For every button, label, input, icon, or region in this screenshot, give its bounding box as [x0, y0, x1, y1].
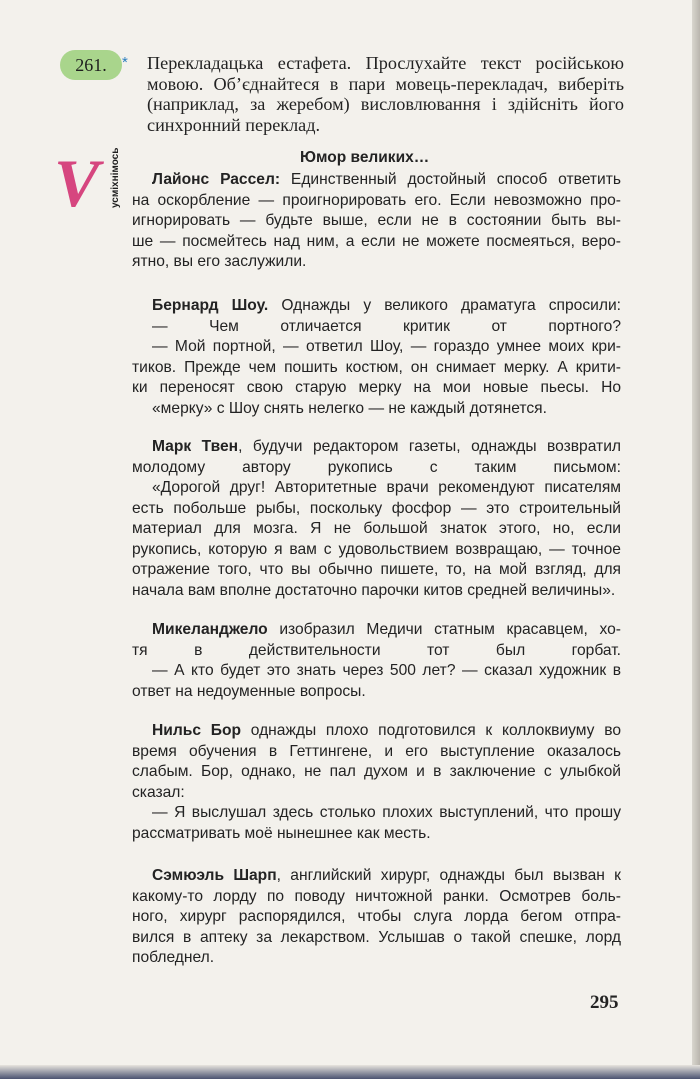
anecdote-line [132, 399, 621, 420]
anecdote [132, 620, 621, 702]
anecdote-line [132, 783, 621, 804]
anecdote-text: — Мой портной, — ответил Шоу, — гораздо умнее моих кри- [152, 338, 621, 355]
task-number-badge: 261. [60, 50, 122, 80]
person-name: Марк Твен [152, 438, 239, 455]
anecdote-text: отражение того, что вы обычно пишете, то, на мой взгляд, для [132, 561, 621, 578]
task-line: синхронний переклад. [147, 114, 321, 135]
anecdote [132, 296, 621, 419]
anecdote-text: — Чем отличается критик от портного? [152, 317, 621, 335]
anecdote-text: тиков. Прежде чем пошить костюм, он снимает мерку. А крити- [132, 358, 621, 376]
page-edge-shadow [692, 0, 700, 1079]
anecdote-line [132, 762, 621, 783]
difficulty-star-icon: * [122, 54, 128, 71]
anecdote-line [132, 437, 621, 458]
anecdote-line [132, 948, 621, 969]
person-name: Сэмюэль Шарп [152, 867, 277, 884]
anecdote-line [132, 803, 621, 824]
anecdote-line [132, 682, 621, 703]
anecdote-text: материал для мозга. Я не большой знаток этого, но, если [132, 520, 621, 537]
anecdote-text: есть побольше рыбы, поскольку фосфор — это строительный [132, 499, 621, 517]
anecdote-text: рукопись, которую я вам с удовольствием возвращаю, — точное [132, 540, 621, 558]
anecdote-text: Единственный достойный способ ответить [280, 171, 621, 188]
anecdote-text: ответ на недоуменные вопросы. [132, 682, 366, 700]
smile-marker-icon [52, 146, 124, 216]
anecdote-line [132, 641, 621, 662]
anecdote [132, 170, 621, 273]
anecdote-line [132, 499, 621, 520]
anecdote-line [132, 337, 621, 358]
person-name: Нильс Бор [152, 722, 242, 739]
anecdote-line [132, 560, 621, 581]
anecdote-line [132, 581, 621, 602]
anecdote-text: изобразил Медичи статным красавцем, хо- [267, 621, 621, 638]
anecdote-text: — А кто будет это знать через 500 лет? — сказал художник в [152, 662, 621, 679]
anecdote-text: ки переносят свою старую мерку на мои новые пьесы. Но [132, 379, 621, 396]
anecdote-text: побледнел. [132, 949, 215, 966]
anecdote-line [132, 928, 621, 949]
anecdote-text: ятно, вы его заслужили. [132, 253, 307, 270]
anecdote-line [132, 296, 621, 317]
task-line: Перекладацька естафета. Прослухайте текст російською [147, 53, 624, 73]
person-name: Бернард Шоу. [152, 297, 269, 314]
anecdote-text: — Я выслушал здесь столько плохих выступлений, что прошу [152, 804, 621, 821]
anecdote-text: , английский хирург, однажды был вызван к [276, 867, 621, 884]
anecdote-text: слабым. Бор, однако, не пал духом и в заключение с улыбкой [132, 763, 621, 780]
anecdote-line [132, 232, 621, 253]
anecdote-line [132, 661, 621, 682]
anecdote [132, 437, 621, 601]
anecdote-line [132, 519, 621, 540]
section-title: Юмор великих… [300, 149, 430, 166]
anecdote-line [132, 378, 621, 399]
anecdote-line [132, 191, 621, 212]
anecdote-line [132, 620, 621, 641]
anecdote-line [132, 170, 621, 191]
anecdote-line [132, 887, 621, 908]
anecdote-text: однажды плохо подготовился к коллоквиуму во [241, 722, 621, 739]
task-line: (наприклад, за жеребом) висловлювання і здійсніть його [147, 94, 624, 114]
anecdote-text: время обучения в Геттингене, и его выступление оказалось [132, 742, 621, 760]
anecdote-line [132, 458, 621, 479]
anecdote-text: , будучи редактором газеты, однажды возвратил [238, 438, 622, 455]
person-name: Микеланджело [152, 621, 268, 638]
anecdote-text: «мерку» с Шоу снять нелегко — не каждый дотянется. [152, 399, 547, 417]
marker-letter: V [54, 146, 100, 216]
anecdote [132, 721, 621, 844]
marker-label: усміхнімось [110, 147, 121, 208]
anecdote-line [132, 358, 621, 379]
anecdote-text: ного, хирург распорядился, чтобы слуга лорда бегом отпра- [132, 908, 621, 925]
anecdote-line [132, 742, 621, 763]
anecdote-text: Однажды у великого драматуга спросили: [268, 297, 621, 314]
anecdote-line [132, 478, 621, 499]
anecdote-text: сказал: [132, 783, 185, 801]
person-name: Лайонс Рассел: [152, 171, 281, 188]
anecdote-line [132, 317, 621, 338]
page-number: 295 [590, 992, 619, 1013]
anecdote-text: какому-то лорду по поводу ничтожной ранки. Осмотрев боль- [132, 887, 621, 905]
anecdote-line [132, 721, 621, 742]
anecdote-line [132, 252, 621, 273]
anecdote-text: игнорировать — будьте выше, если не в состоянии быть вы- [132, 212, 621, 229]
anecdote-text: вился в аптеку за лекарством. Услышав о такой спешке, лорд [132, 928, 621, 946]
anecdote-text: начала вам вполне достаточно парочки китов средней величины». [132, 581, 616, 599]
anecdote-text: тя в действительности тот был горбат. [132, 641, 621, 659]
anecdote-text: молодому автору рукопись с таким письмом: [132, 458, 621, 476]
anecdote-line [132, 211, 621, 232]
anecdote-line [132, 824, 621, 845]
anecdote [132, 866, 621, 969]
anecdote-text: рассматривать моё нынешнее как месть. [132, 824, 431, 842]
anecdote-text: «Дорогой друг! Авторитетные врачи рекомендуют писателям [152, 479, 621, 496]
anecdote-line [132, 866, 621, 887]
book-cover-edge [0, 1065, 700, 1079]
anecdote-line [132, 907, 621, 928]
task-line: мовою. Об’єднайтеся в пари мовець-перекладач, виберіть [147, 73, 624, 94]
anecdote-line [132, 540, 621, 561]
task-instruction [147, 53, 624, 135]
anecdote-text: ше — посмейтесь над ним, а если не можете посмеяться, веро- [132, 232, 621, 250]
anecdote-text: на оскорбление — проигнорировать его. Если невозможно про- [132, 191, 621, 209]
